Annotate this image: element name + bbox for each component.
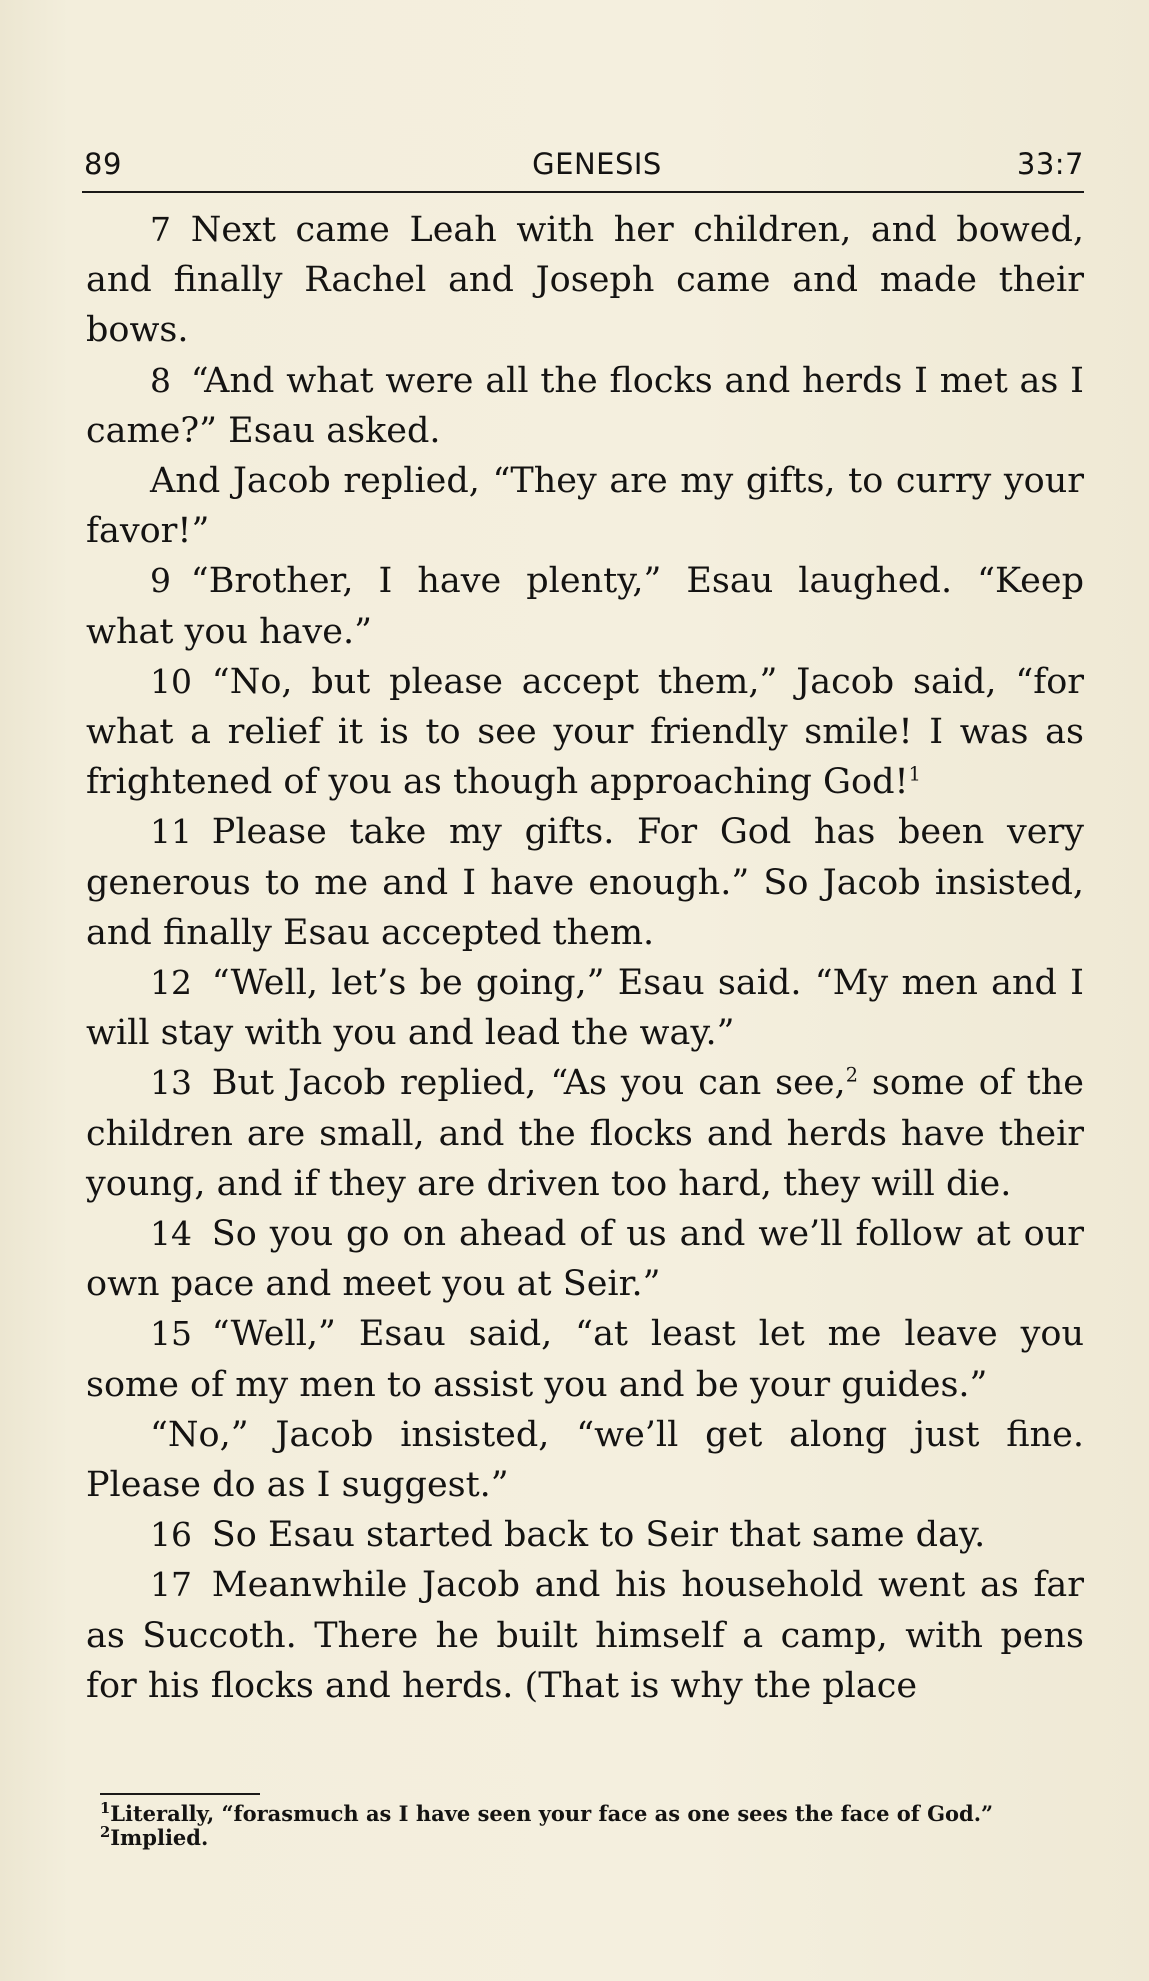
verse-paragraph <box>86 456 1084 556</box>
footnote-text: Implied. <box>110 1825 209 1850</box>
verse-number: 9 <box>150 561 171 601</box>
verse-text: And Jacob replied, “They are my gifts, to curry your favor!” <box>86 461 1084 552</box>
verse-paragraph <box>86 1309 1084 1409</box>
footnote-divider <box>100 1793 260 1795</box>
scripture-text <box>86 205 1084 1711</box>
verse-paragraph <box>86 205 1084 356</box>
verse-paragraph <box>86 807 1084 958</box>
footnote-text: Literally, “forasmuch as I have seen your face as one sees the face of God.” <box>110 1801 994 1826</box>
footnotes <box>100 1802 1090 1850</box>
footnote <box>100 1802 1090 1826</box>
verse-text: So Esau started back to Seir that same day. <box>211 1515 986 1556</box>
verse-text: “Well, let’s be going,” Esau said. “My men and I will stay with you and lead the way.” <box>86 963 1084 1054</box>
verse-text: Please take my gifts. For God has been very generous to me and I have enough.” So Jacob insisted, and finally Esau accepted them. <box>86 812 1084 953</box>
verse-paragraph <box>86 1058 1084 1209</box>
verse-number: 12 <box>150 963 192 1003</box>
verse-text-continued: some of the children are small, and the flocks and herds have their young, and if they are driven too hard, they will die. <box>86 1063 1085 1204</box>
footnote-marker: 2 <box>100 1824 111 1841</box>
footnote-marker: 1 <box>100 1800 111 1817</box>
page-number: 89 <box>84 147 122 181</box>
footnote-reference: 1 <box>908 762 921 786</box>
chapter-verse-reference: 33:7 <box>1016 147 1084 181</box>
verse-paragraph <box>86 1209 1084 1309</box>
verse-paragraph <box>86 657 1084 808</box>
verse-paragraph <box>86 1510 1084 1560</box>
verse-text: Next came Leah with her children, and bowed, and finally Rachel and Joseph came and made their bows. <box>86 210 1084 351</box>
footnote <box>100 1826 1090 1850</box>
book-title: GENESIS <box>532 147 662 181</box>
verse-text: So you go on ahead of us and we’ll follow at our own pace and meet you at Seir.” <box>86 1214 1084 1305</box>
verse-number: 11 <box>150 812 192 852</box>
verse-number: 10 <box>150 661 192 701</box>
running-header <box>82 143 1084 193</box>
verse-text: “And what were all the flocks and herds I met as I came?” Esau asked. <box>86 360 1084 451</box>
verse-paragraph <box>86 958 1084 1058</box>
verse-paragraph <box>86 1410 1084 1510</box>
verse-number: 15 <box>150 1314 192 1354</box>
verse-paragraph <box>86 356 1084 456</box>
verse-paragraph <box>86 1560 1084 1711</box>
verse-number: 7 <box>150 210 171 249</box>
verse-number: 16 <box>150 1515 192 1555</box>
verse-text: “Brother, I have plenty,” Esau laughed. “Keep what you have.” <box>86 561 1084 652</box>
footnote-reference: 2 <box>845 1063 858 1087</box>
verse-text: “No, but please accept them,” Jacob said, “for what a relief it is to see your friendly smile! I was as frightened of you as though approaching God! <box>86 661 1084 803</box>
verse-text: “Well,” Esau said, “at least let me leave you some of my men to assist you and be your guides.” <box>86 1314 1084 1405</box>
verse-text: Meanwhile Jacob and his household went as far as Succoth. There he built himself a camp, with pens for his flocks and herds. (That is why the place <box>86 1565 1084 1706</box>
verse-number: 13 <box>150 1063 192 1103</box>
verse-text: “No,” Jacob insisted, “we’ll get along just fine. Please do as I suggest.” <box>86 1414 1084 1506</box>
verse-paragraph <box>86 556 1084 656</box>
verse-number: 8 <box>150 360 171 400</box>
verse-number: 14 <box>150 1214 192 1254</box>
verse-number: 17 <box>150 1565 192 1605</box>
verse-text: But Jacob replied, “As you can see, <box>211 1063 846 1104</box>
